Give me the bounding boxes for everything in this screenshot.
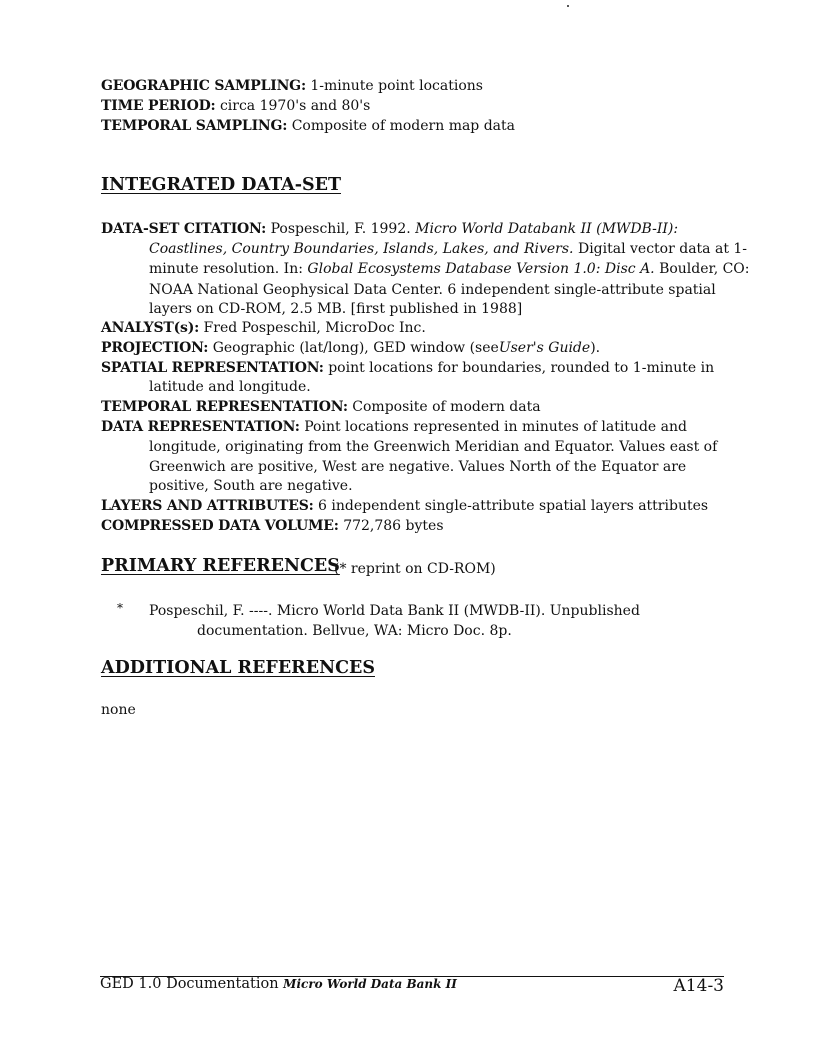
footer-dataset-name: Micro World Data Bank II [283,977,457,991]
citation-line-3 [149,260,750,278]
reference-bullet: * [117,601,123,615]
data-representation-line-4: positive, South are negative. [149,478,353,494]
citation-text: minute resolution. In: [149,261,303,277]
data-representation-line-2: longitude, originating from the Greenwich Meridian and Equator. Values east of [149,439,718,455]
footer-title [100,976,457,992]
temporal-representation-line [101,398,541,416]
spatial-representation-value: point locations for boundaries, rounded to 1-minute in [328,360,715,376]
time-period-line [101,97,370,115]
data-representation-line [101,418,687,436]
geographic-sampling-label: GEOGRAPHIC SAMPLING: [101,78,306,94]
primary-references-heading: PRIMARY REFERENCES [101,556,340,576]
citation-line-5: layers on CD-ROM, 2.5 MB. [first published in 1988] [149,301,523,317]
geographic-sampling-value: 1-minute point locations [310,78,483,94]
reference-line-1: Pospeschil, F. ----. Micro World Data Bank II (MWDB-II). Unpublished [149,603,640,619]
additional-references-value: none [101,702,136,718]
data-representation-value: Point locations represented in minutes of latitude and [304,419,687,435]
geographic-sampling-line [101,77,483,95]
reprint-note: (* reprint on CD-ROM) [334,561,496,577]
projection-label: PROJECTION: [101,340,209,356]
citation-text: Pospeschil, F. 1992. [270,221,411,237]
scan-speck [567,5,569,7]
compressed-volume-value: 772,786 bytes [343,518,444,534]
citation-line-4: NOAA National Geophysical Data Center. 6 independent single-attribute spatial [149,282,716,298]
time-period-value: circa 1970's and 80's [219,98,371,114]
temporal-representation-value: Composite of modern data [352,399,541,415]
spatial-representation-line-2: latitude and longitude. [149,379,311,395]
layers-label: LAYERS AND ATTRIBUTES: [101,498,314,514]
citation-text: Digital vector data at 1- [577,241,748,257]
compressed-volume-label: COMPRESSED DATA VOLUME: [101,518,339,534]
temporal-representation-label: TEMPORAL REPRESENTATION: [101,399,348,415]
analyst-line [101,319,426,337]
compressed-volume-line [101,517,444,535]
projection-guide: User's Guide [498,340,591,356]
citation-source: Global Ecosystems Database Version 1.0: Disc A. [307,261,655,277]
analyst-value: Fred Pospeschil, MicroDoc Inc. [203,320,426,336]
layers-value: 6 independent single-attribute spatial layers attributes [318,498,709,514]
reference-line-2: documentation. Bellvue, WA: Micro Doc. 8p. [197,623,512,639]
spatial-representation-label: SPATIAL REPRESENTATION: [101,360,324,376]
integrated-data-set-heading: INTEGRATED DATA-SET [101,175,341,195]
temporal-sampling-line [101,117,515,135]
data-representation-label: DATA REPRESENTATION: [101,419,300,435]
projection-value: Geographic (lat/long), GED window (see [212,340,499,356]
citation-label: DATA-SET CITATION: [101,221,267,237]
data-representation-line-3: Greenwich are positive, West are negative. Values North of the Equator are [149,459,687,475]
citation-line-2 [149,240,747,258]
layers-line [101,497,708,515]
citation-line-1 [101,220,678,238]
temporal-sampling-label: TEMPORAL SAMPLING: [101,118,288,134]
additional-references-heading: ADDITIONAL REFERENCES [101,658,375,678]
spatial-representation-line [101,359,714,377]
footer-doc-name: GED 1.0 Documentation [100,976,279,992]
time-period-label: TIME PERIOD: [101,98,216,114]
page-number: A14-3 [673,976,724,996]
citation-title: Micro World Databank II (MWDB-II): [415,221,679,237]
projection-end: ). [590,340,601,356]
citation-title-cont: Coastlines, Country Boundaries, Islands, Lakes, and Rivers. [149,241,574,257]
analyst-label: ANALYST(s): [101,320,200,336]
projection-line [101,339,600,357]
temporal-sampling-value: Composite of modern map data [291,118,516,134]
citation-text: Boulder, CO: [659,261,750,277]
